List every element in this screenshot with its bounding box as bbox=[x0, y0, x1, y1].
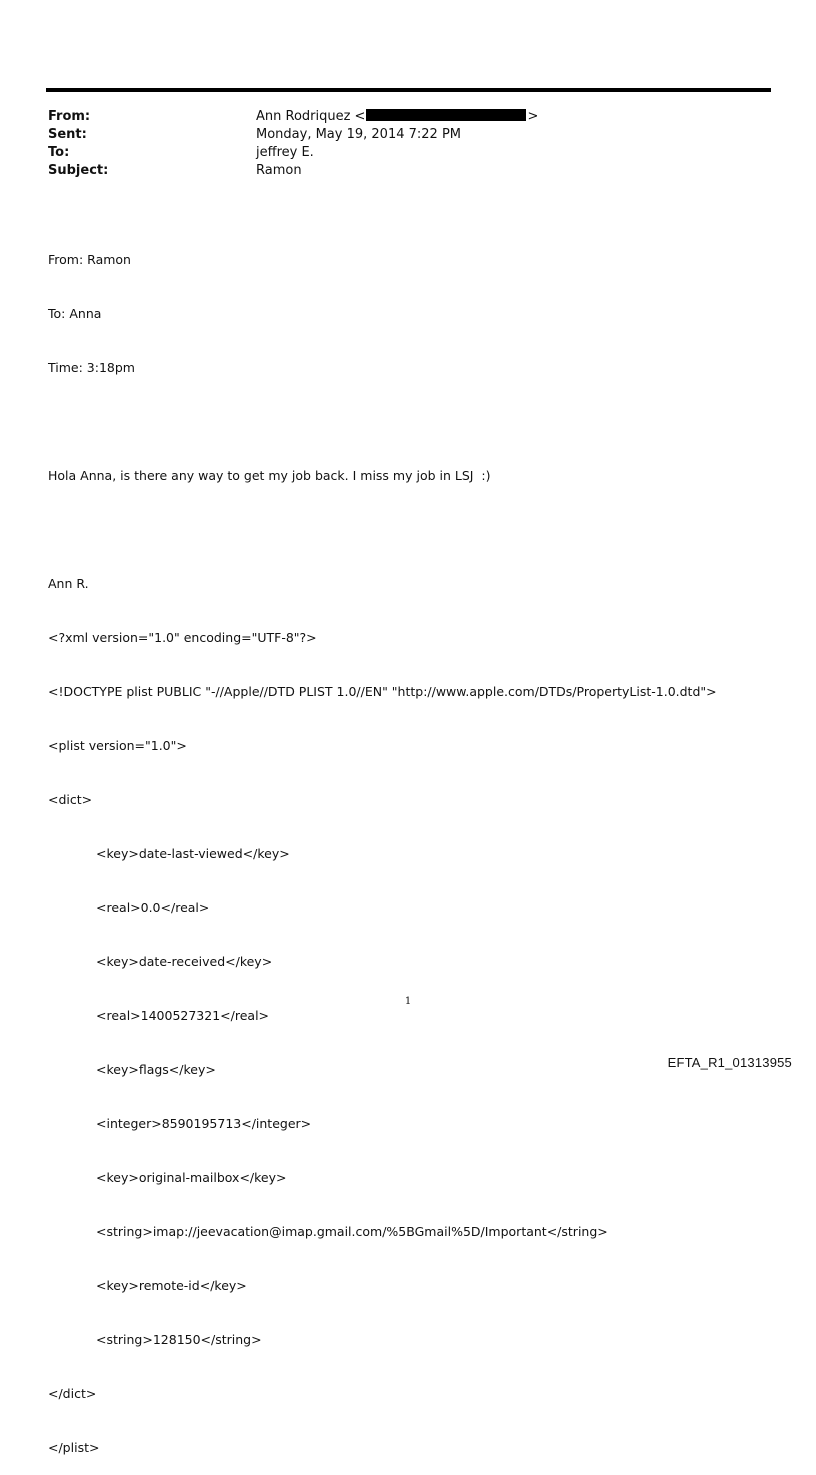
page-number: 1 bbox=[404, 996, 412, 1007]
sent-label: Sent: bbox=[48, 127, 87, 142]
plist-entry: <key>flags</key> bbox=[96, 1062, 216, 1077]
to-value: jeffrey E. bbox=[256, 145, 314, 160]
subject-value: Ramon bbox=[256, 163, 302, 178]
to-label: To: bbox=[48, 145, 70, 160]
plist-entry: <real>0.0</real> bbox=[96, 900, 210, 915]
plist-entry: <key>date-received</key> bbox=[96, 954, 273, 969]
plist-entry: <real>1400527321</real> bbox=[96, 1008, 270, 1023]
plist-entry: <key>original-mailbox</key> bbox=[96, 1170, 287, 1185]
sent-value: Monday, May 19, 2014 7:22 PM bbox=[256, 127, 461, 142]
plist-open: <plist version="1.0"> bbox=[48, 738, 187, 753]
dict-open: <dict> bbox=[48, 792, 93, 807]
message-body bbox=[48, 215, 717, 1475]
plist-entry: <string>128150</string> bbox=[96, 1332, 262, 1347]
doctype-line: <!DOCTYPE plist PUBLIC "-//Apple//DTD PLIST 1.0//EN" "http://www.apple.com/DTDs/PropertyList-1.0.dtd"> bbox=[48, 684, 717, 699]
dict-close: </dict> bbox=[48, 1386, 97, 1401]
message-to: To: Anna bbox=[48, 306, 102, 321]
plist-entry: <integer>8590195713</integer> bbox=[96, 1116, 312, 1131]
from-name: Ann Rodriquez < bbox=[256, 109, 366, 124]
bates-number: EFTA_R1_01313955 bbox=[667, 1055, 792, 1070]
signature: Ann R. bbox=[48, 576, 89, 591]
plist-entry: <string>imap://jeevacation@imap.gmail.com/%5BGmail%5D/Important</string> bbox=[96, 1224, 608, 1239]
redaction-box bbox=[366, 109, 526, 121]
from-bracket: > bbox=[527, 109, 539, 124]
message-from: From: Ramon bbox=[48, 252, 131, 267]
header-divider bbox=[46, 88, 771, 92]
plist-entry: <key>date-last-viewed</key> bbox=[96, 846, 290, 861]
plist-close: </plist> bbox=[48, 1440, 100, 1455]
from-value bbox=[256, 108, 538, 126]
xml-declaration: <?xml version="1.0" encoding="UTF-8"?> bbox=[48, 630, 317, 645]
from-label: From: bbox=[48, 109, 91, 124]
message-time: Time: 3:18pm bbox=[48, 360, 135, 375]
message-text: Hola Anna, is there any way to get my job back. I miss my job in LSJ :) bbox=[48, 468, 491, 483]
plist-entry: <key>remote-id</key> bbox=[96, 1278, 247, 1293]
subject-label: Subject: bbox=[48, 163, 109, 178]
